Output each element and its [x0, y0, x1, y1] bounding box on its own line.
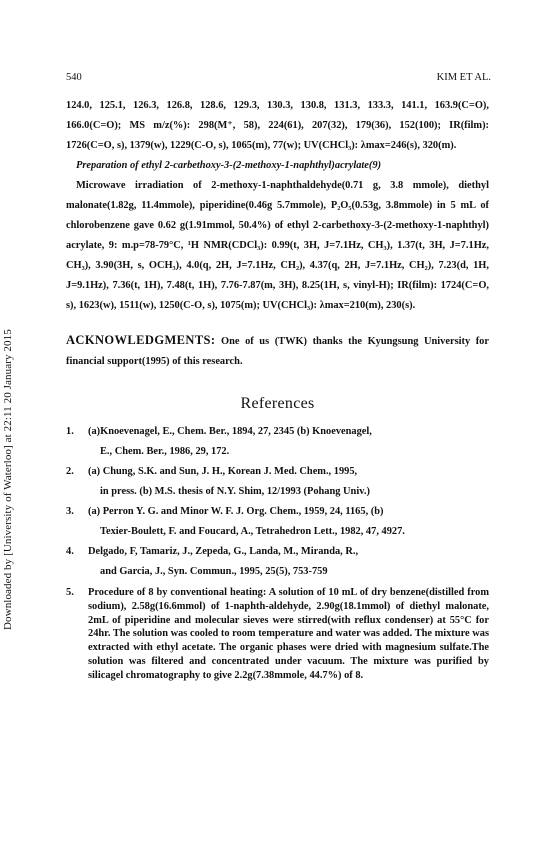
- references-title: References: [240, 395, 315, 412]
- reference-number: 2.: [66, 466, 74, 477]
- running-title: KIM ET AL.: [436, 72, 491, 83]
- article-body: [66, 96, 489, 683]
- reference-text: Procedure of 8 by conventional heating: A solution of 10 mL of dry benzene(distilled from sodium), 2.58g(16.6mmol) of 1-naphth-aldehyde, 2.90g(18.1mmol) of diethyl malonate, 2mL of piperidine and molecular sieves were stirred(with reflux condenser) at 55°C for 24hr. The solution was cooled to room temperature and water was added. The mixture was extracted with ethyl acetate. The organic phases were dried with magnesium sulfate.The solution was filtered and concentrated under vacuum. The mixture was purified by silicagel chromatography to give 2.2g(7.38mmole, 44.7%) of 8.: [88, 587, 489, 681]
- reference-number: 5.: [66, 587, 74, 598]
- download-watermark: [2, 230, 16, 630]
- acknowledgments-section: [66, 330, 489, 372]
- reference-text: [88, 502, 489, 542]
- reference-line: and Garcia, J., Syn. Commun., 1995, 25(5), 753-759: [100, 566, 328, 577]
- reference-number: 1.: [66, 426, 74, 437]
- preparation-heading: Preparation of ethyl 2-carbethoxy-3-(2-methoxy-1-naphthyl)acrylate(9): [76, 160, 382, 171]
- page-number: 540: [66, 72, 82, 83]
- reference-line: (a)Knoevenagel, E., Chem. Ber., 1894, 27, 2345 (b) Knoevenagel,: [88, 426, 372, 437]
- acknowledgments-text: One of us (TWK) thanks the Kyungsung University for financial support(1995) of this research.: [66, 336, 489, 367]
- reference-line: in press. (b) M.S. thesis of N.Y. Shim, 12/1993 (Pohang Univ.): [100, 486, 370, 497]
- reference-text: [88, 462, 489, 502]
- reference-item: [66, 542, 489, 582]
- reference-item: [66, 502, 489, 542]
- reference-item: [66, 422, 489, 462]
- reference-number: 4.: [66, 546, 74, 557]
- reference-text: [88, 542, 489, 582]
- reference-item: [66, 462, 489, 502]
- reference-line: Texier-Boulett, F. and Foucard, A., Tetrahedron Lett., 1982, 47, 4927.: [100, 526, 405, 537]
- reference-text: [88, 422, 489, 462]
- reference-line: (a) Perron Y. G. and Minor W. F. J. Org. Chem., 1959, 24, 1165, (b): [88, 506, 384, 517]
- preparation-paragraph: Microwave irradiation of 2-methoxy-1-naphthaldehyde(0.71 g, 3.8 mmole), diethyl malonate(1.82g, 11.4mmole), piperidine(0.46g 5.7mmole), P₂O₅(0.53g, 3.8mmole) in 5 mL of chlorobenzene gave 0.62 g(1.91mmol, 50.4%) of ethyl 2-carbethoxy-3-(2-methoxy-1-naphthyl) acrylate, 9: m.p=78-79°C, ¹H NMR(CDCl₃): 0.99(t, 3H, J=7.1Hz, CH₃), 1.37(t, 3H, J=7.1Hz, CH₃), 3.90(3H, s, OCH₃), 4.0(q, 2H, J=7.1Hz, CH₂), 4.37(q, 2H, J=7.1Hz, CH₂), 7.23(d, 1H, J=9.1Hz), 7.36(t, 1H), 7.48(t, 1H), 7.76-7.87(m, 3H), 8.25(1H, s, vinyl-H); IR(film): 1724(C=O, s), 1623(w), 1511(w), 1250(C-O, s), 1075(m); UV(CHCl₃): λmax=210(m), 230(s).: [66, 180, 489, 311]
- reference-line: Delgado, F, Tamariz, J., Zepeda, G., Landa, M., Miranda, R.,: [88, 546, 359, 557]
- reference-line: (a) Chung, S.K. and Sun, J. H., Korean J. Med. Chem., 1995,: [88, 466, 358, 477]
- reference-line: E., Chem. Ber., 1986, 29, 172.: [100, 446, 230, 457]
- download-watermark-text: Downloaded by [University of Waterloo] at 22:11 20 January 2015: [2, 329, 14, 630]
- reference-item: [66, 586, 489, 683]
- acknowledgments-title: ACKNOWLEDGMENTS:: [66, 333, 216, 347]
- nmr-data-paragraph: 124.0, 125.1, 126.3, 126.8, 128.6, 129.3, 130.3, 130.8, 131.3, 133.3, 141.1, 163.9(C=O), 166.0(C=O); MS m/z(%): 298(M⁺, 58), 224(61), 207(32), 179(36), 152(100); IR(film): 1726(C=O, s), 1379(w), 1229(C-O, s), 1065(m), 77(w); UV(CHCl₃): λmax=246(s), 320(m).: [66, 100, 489, 151]
- reference-number: 3.: [66, 506, 74, 517]
